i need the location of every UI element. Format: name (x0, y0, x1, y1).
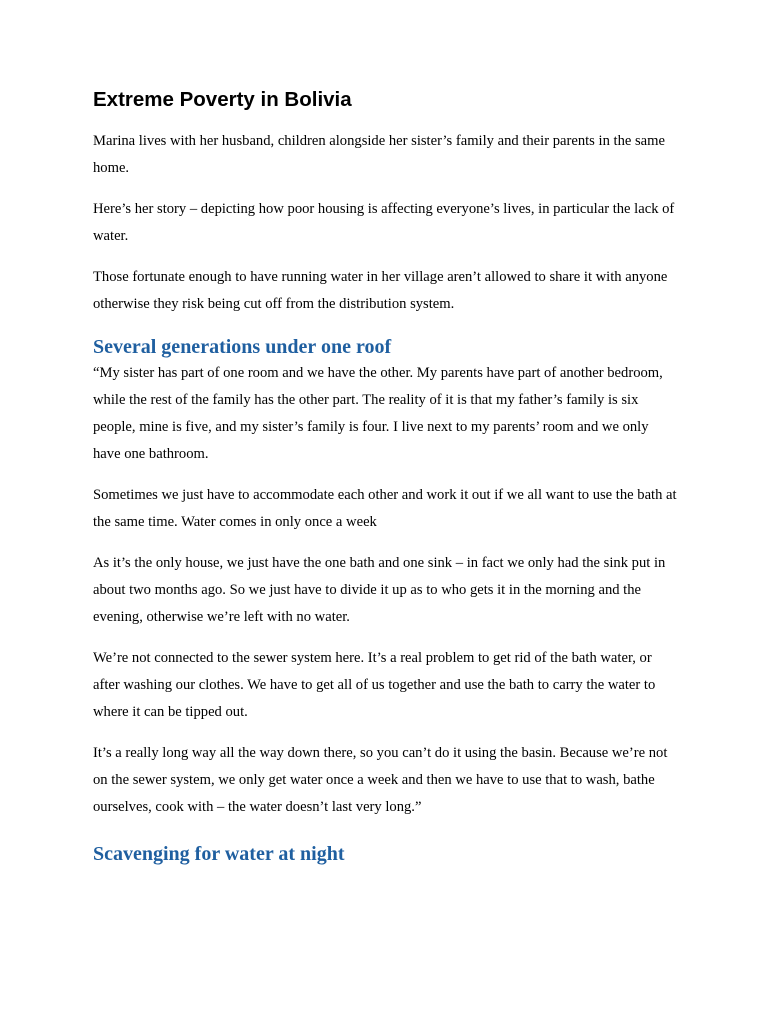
body-paragraph-1: “My sister has part of one room and we have the other. My parents have part of another bedroom, while the rest of the family has the other part. The reality of it is that my father’s family is six people, mine is five, and my sister’s family is four. I live next to my parents’ room and we only have one bathroom. (93, 365, 663, 462)
section-heading-generations: Several generations under one roof (93, 336, 392, 358)
body-paragraph-4: We’re not connected to the sewer system here. It’s a real problem to get rid of the bath water, or after washing our clothes. We have to get all of us together and use the bath to carry the water to where it can be tipped out. (93, 650, 656, 720)
document-page (93, 86, 679, 867)
section-heading-scavenging: Scavenging for water at night (93, 843, 345, 865)
intro-paragraph-3: Those fortunate enough to have running water in her village aren’t allowed to share it with anyone otherwise they risk being cut off from the distribution system. (93, 269, 668, 312)
intro-paragraph-2: Here’s her story – depicting how poor housing is affecting everyone’s lives, in particular the lack of water. (93, 201, 675, 244)
body-paragraph-2: Sometimes we just have to accommodate each other and work it out if we all want to use the bath at the same time. Water comes in only once a week (93, 487, 677, 530)
document-title: Extreme Poverty in Bolivia (93, 88, 352, 111)
intro-paragraph-1: Marina lives with her husband, children alongside her sister’s family and their parents in the same home. (93, 133, 665, 176)
body-paragraph-5: It’s a really long way all the way down there, so you can’t do it using the basin. Because we’re not on the sewer system, we only get water once a week and then we have to use that to wash, bathe ourselves, cook with – the water doesn’t last very long.” (93, 745, 668, 815)
body-paragraph-3: As it’s the only house, we just have the one bath and one sink – in fact we only had the sink put in about two months ago. So we just have to divide it up as to who gets it in the morning and the evening, otherwise we’re left with no water. (93, 555, 666, 625)
